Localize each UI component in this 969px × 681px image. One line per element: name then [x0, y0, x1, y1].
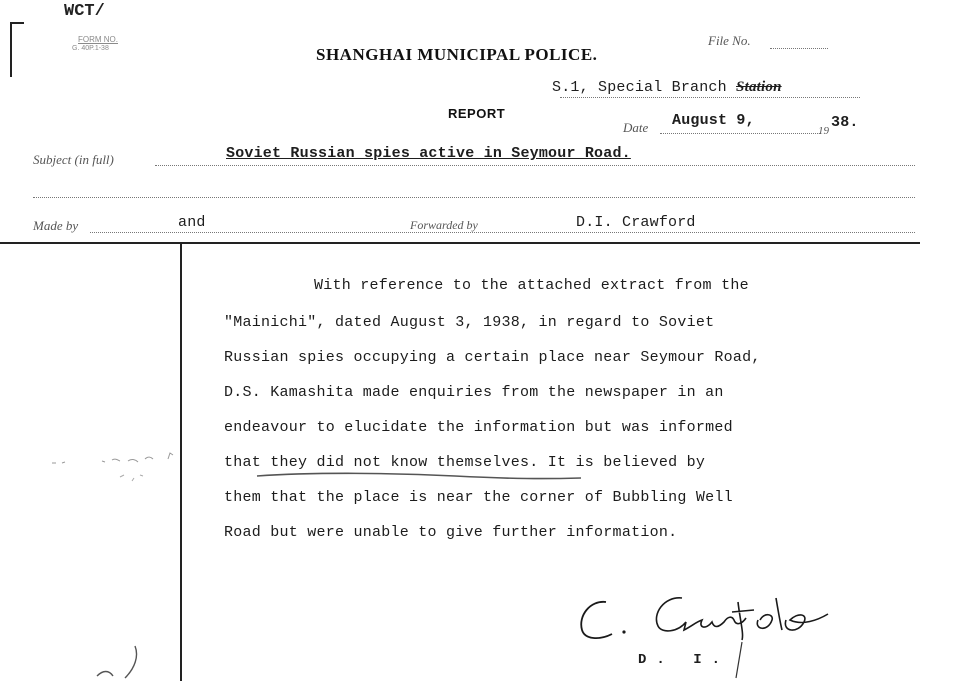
- station-value: S.1, Special Branch: [552, 79, 727, 96]
- made-by-value: and: [178, 214, 206, 231]
- body-line-4: D.S. Kamashita made enquiries from the newspaper in an: [224, 384, 724, 401]
- agency-title: SHANGHAI MUNICIPAL POLICE.: [316, 45, 598, 64]
- margin-pencil-marks: [50, 445, 190, 495]
- station-field: [552, 79, 782, 96]
- made-by-line: [90, 232, 915, 233]
- rank-pencil-stroke: [730, 640, 750, 680]
- body-line-5: endeavour to elucidate the information but was informed: [224, 419, 733, 436]
- body-line-8: Road but were unable to give further information.: [224, 524, 678, 541]
- bottom-left-pencil-mark: [95, 640, 155, 681]
- forwarded-by-label: Forwarded by: [410, 218, 478, 232]
- form-number-value: G. 40P.1-38: [72, 45, 109, 52]
- subject-continuation-line: [33, 197, 915, 198]
- margin-bracket-top: [10, 22, 24, 24]
- forwarded-by-value: D.I. Crawford: [576, 214, 696, 231]
- header-divider: [0, 242, 920, 244]
- station-scrawl: Station: [736, 79, 782, 95]
- subject-label: Subject (in full): [33, 152, 114, 167]
- pencil-underline: [255, 470, 585, 484]
- date-line: [660, 133, 820, 134]
- signature: [572, 590, 842, 650]
- body-line-7: them that the place is near the corner of Bubbling Well: [224, 489, 733, 506]
- form-number-label: FORM NO.: [78, 35, 118, 44]
- year-suffix: 38.: [831, 114, 859, 131]
- station-line: [560, 97, 860, 98]
- year-prefix: 19: [818, 125, 829, 137]
- file-number-line: [770, 48, 828, 49]
- body-line-1: With reference to the attached extract from the: [314, 277, 749, 294]
- body-line-3: Russian spies occupying a certain place near Seymour Road,: [224, 349, 761, 366]
- file-number-label: File No.: [708, 33, 751, 48]
- report-heading: REPORT: [448, 106, 506, 121]
- handwritten-initials: WCT/: [64, 2, 105, 21]
- subject-value: Soviet Russian spies active in Seymour Road.: [226, 145, 631, 162]
- subject-line: [155, 165, 915, 166]
- date-value: August 9,: [672, 112, 755, 129]
- signature-rank: D. I.: [638, 652, 731, 668]
- body-line-2: "Mainichi", dated August 3, 1938, in regard to Soviet: [224, 314, 715, 331]
- made-by-label: Made by: [33, 218, 79, 233]
- date-label: Date: [623, 120, 649, 135]
- body-line-6: that they did not know themselves. It is believed by: [224, 454, 706, 471]
- margin-bracket-vertical: [10, 22, 12, 77]
